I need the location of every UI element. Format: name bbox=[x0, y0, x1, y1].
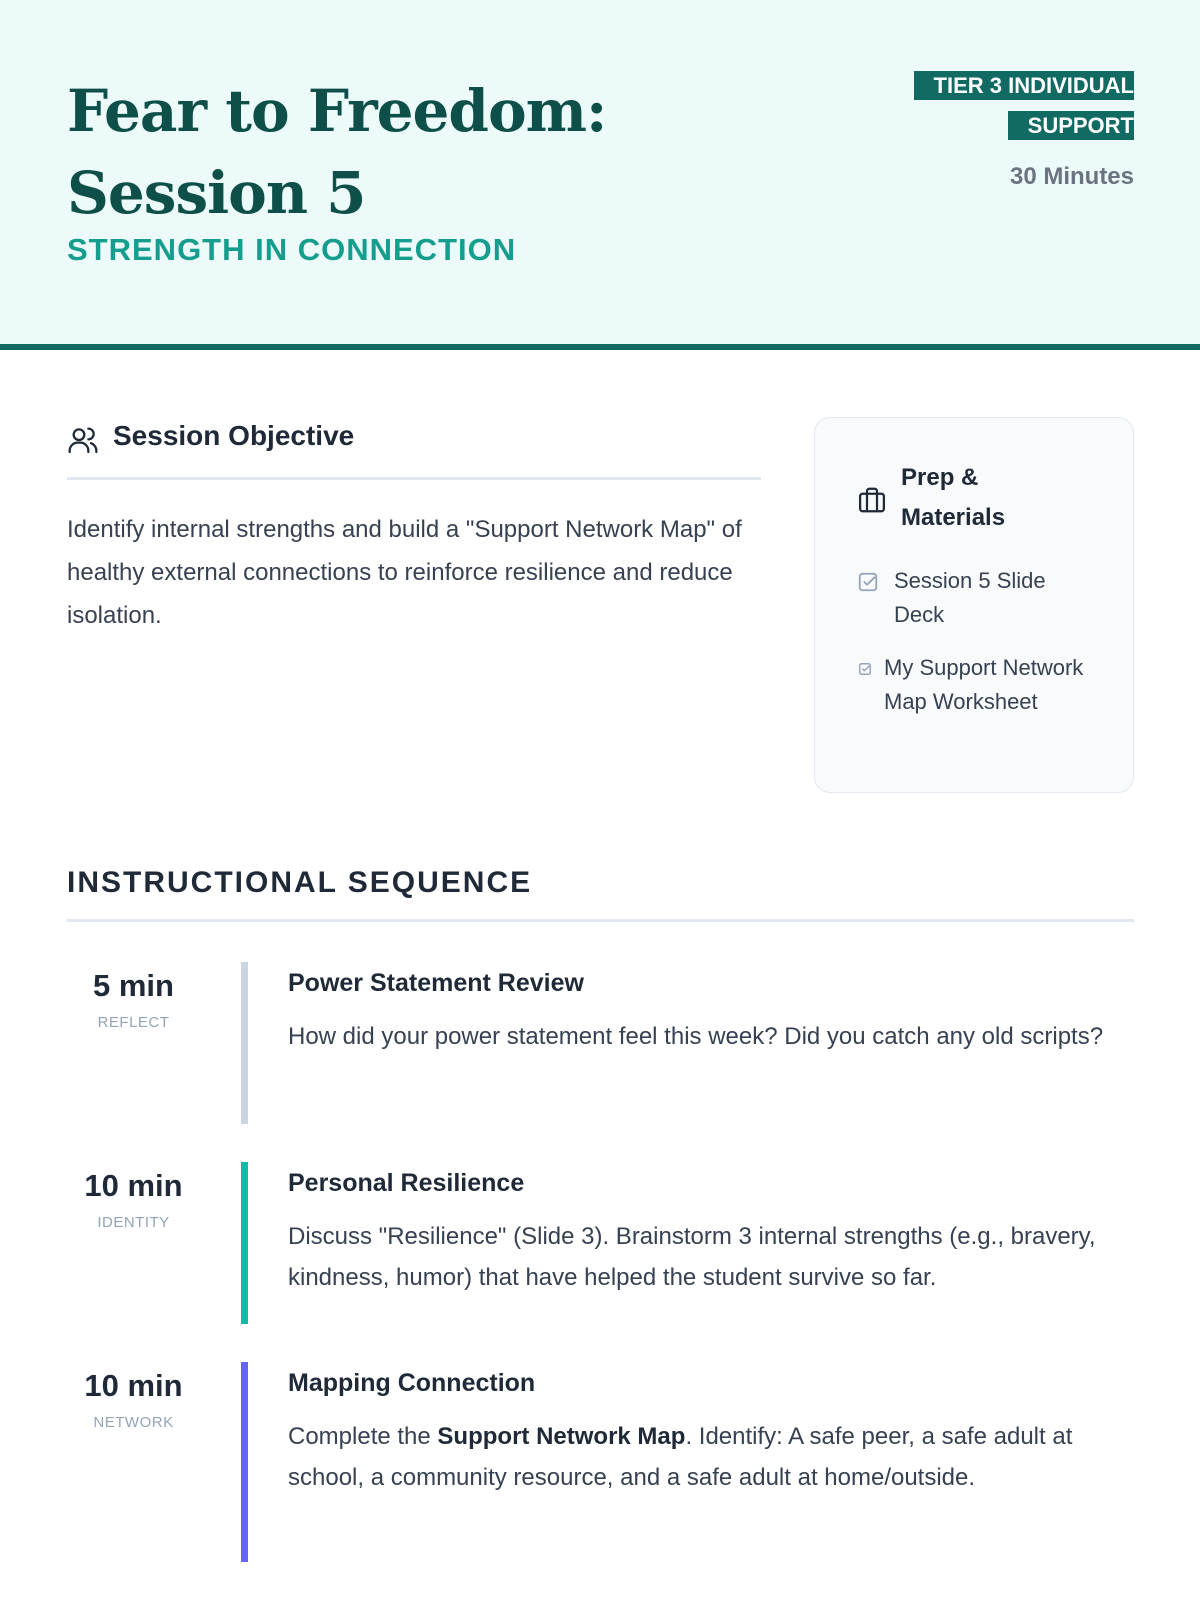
step-description-text: Complete the bbox=[288, 1423, 438, 1450]
objective-section bbox=[67, 420, 761, 637]
step-time: 5 min bbox=[93, 968, 174, 1003]
sequence-heading: INSTRUCTIONAL SEQUENCE bbox=[67, 866, 1134, 922]
session-duration: 30 Minutes bbox=[1009, 163, 1134, 190]
step-timeline-bar bbox=[241, 1362, 248, 1562]
step-time: 10 min bbox=[84, 1368, 183, 1403]
session-subtitle: STRENGTH IN CONNECTION bbox=[67, 232, 517, 267]
step-tag: IDENTITY bbox=[97, 1214, 170, 1231]
prep-item-worksheet: My Support Network Map Worksheet bbox=[884, 655, 1084, 714]
step-timeline-bar bbox=[241, 962, 248, 1124]
prep-materials-card bbox=[814, 417, 1134, 793]
checkbox-icon bbox=[858, 662, 872, 676]
objective-heading: Session Objective bbox=[113, 420, 355, 451]
briefcase-icon bbox=[857, 485, 887, 515]
objective-header bbox=[67, 420, 761, 480]
step-description: How did your power statement feel this week? Did you catch any old scripts? bbox=[288, 1023, 1104, 1050]
sequence-step bbox=[67, 1362, 1134, 1562]
tier-badge bbox=[899, 66, 1134, 146]
step-description: Discuss "Resilience" (Slide 3). Brainstorm 3 internal strengths (e.g., bravery, kindness, humor) that have helped the student survive so far. bbox=[288, 1223, 1096, 1291]
step-description-text: . Identify: A safe peer, a safe adult at school, a community resource, and a safe adult at home/outside. bbox=[288, 1423, 1073, 1491]
step-time: 10 min bbox=[84, 1168, 183, 1203]
step-tag: REFLECT bbox=[97, 1014, 170, 1031]
step-timeline-bar bbox=[241, 1162, 248, 1324]
prep-heading: Prep & Materials bbox=[901, 464, 1006, 531]
objective-text: Identify internal strengths and build a "Support Network Map" of healthy external connections to reinforce resilience and reduce isolation. bbox=[67, 516, 742, 629]
page-title: Fear to Freedom: Session 5 bbox=[67, 77, 607, 227]
step-description-emphasis: Support Network Map bbox=[437, 1423, 686, 1450]
step-title: Mapping Connection bbox=[288, 1369, 536, 1397]
step-description bbox=[288, 1416, 1134, 1498]
checkbox-icon bbox=[857, 571, 879, 593]
sequence-step bbox=[67, 1162, 1134, 1324]
prep-item-slide-deck: Session 5 Slide Deck bbox=[894, 568, 1046, 627]
step-title: Power Statement Review bbox=[288, 969, 584, 997]
step-title: Personal Resilience bbox=[288, 1169, 525, 1197]
step-tag: NETWORK bbox=[93, 1414, 174, 1431]
users-icon bbox=[67, 424, 99, 456]
session-header bbox=[0, 0, 1200, 350]
tier-badge-label: TIER 3 INDIVIDUAL SUPPORT bbox=[914, 71, 1134, 140]
sequence-step bbox=[67, 962, 1134, 1124]
